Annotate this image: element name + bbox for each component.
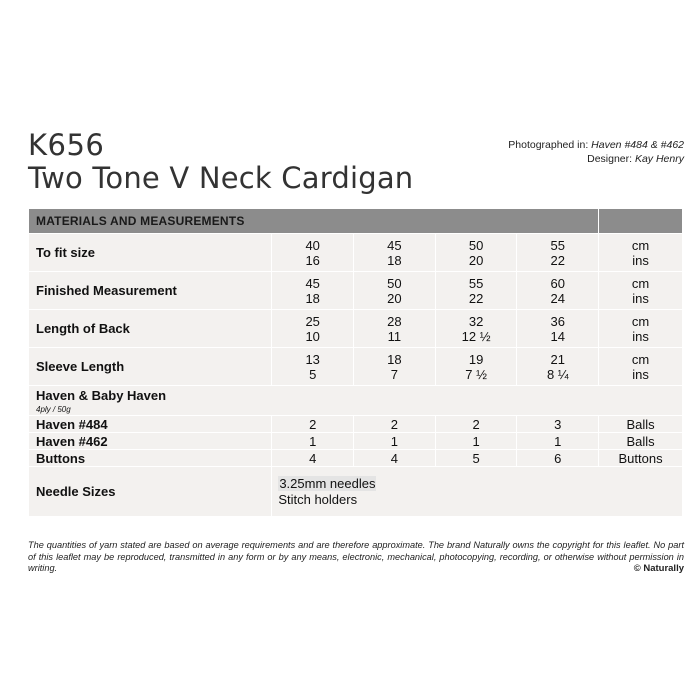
cell-unit: cm ins	[599, 310, 683, 348]
cell-value: 3	[517, 416, 599, 433]
cell-value: 13 5	[272, 348, 354, 386]
pattern-title: Two Tone V Neck Cardigan	[28, 161, 414, 195]
row-label: Length of Back	[29, 310, 272, 348]
cell-value: 1	[435, 433, 517, 450]
row-label: Haven #484	[29, 416, 272, 433]
pattern-credits	[508, 138, 684, 166]
table-row	[29, 310, 683, 348]
yarn-group-row	[29, 386, 683, 416]
cell-value: 50 20	[354, 272, 436, 310]
cell-value: 40 16	[272, 234, 354, 272]
table-row	[29, 272, 683, 310]
needle-size: 3.25mm needles	[279, 475, 376, 491]
cell-value: 55 22	[517, 234, 599, 272]
yarn-group-label: Haven & Baby Haven 4ply / 50g	[29, 386, 683, 416]
table-row	[29, 433, 683, 450]
needles-row	[29, 467, 683, 517]
cell-unit: cm ins	[599, 348, 683, 386]
cell-value: 4	[354, 450, 436, 467]
cell-value: 60 24	[517, 272, 599, 310]
row-label: Haven #462	[29, 433, 272, 450]
photographed-line	[508, 138, 684, 152]
cell-value: 32 12 ½	[435, 310, 517, 348]
stitch-holders: Stitch holders	[278, 491, 358, 507]
cell-value: 28 11	[354, 310, 436, 348]
table-row	[29, 450, 683, 467]
photographed-value: Haven #484 & #462	[591, 139, 684, 151]
designer-value: Kay Henry	[634, 153, 684, 165]
cell-value: 25 10	[272, 310, 354, 348]
cell-unit: Buttons	[599, 450, 683, 467]
photographed-label: Photographed in:	[508, 139, 592, 151]
cell-value: 36 14	[517, 310, 599, 348]
cell-value: 21 8 ¼	[517, 348, 599, 386]
cell-value: 55 22	[435, 272, 517, 310]
cell-value: 1	[354, 433, 436, 450]
cell-value: 45 18	[354, 234, 436, 272]
row-label: Buttons	[29, 450, 272, 467]
cell-unit: Balls	[599, 416, 683, 433]
disclaimer: The quantities of yarn stated are based on average requirements and are therefore approximate. The brand Naturally owns the copyright for this leaflet. No part of this leaflet may be reproduced, transmitted in any form or by any means, electronic, mechanical, photocopying, recording, or otherwise without permission in writing.	[28, 540, 684, 573]
cell-value: 2	[435, 416, 517, 433]
cell-unit: cm ins	[599, 272, 683, 310]
cell-unit: Balls	[599, 433, 683, 450]
table-header: MATERIALS AND MEASUREMENTS	[29, 209, 599, 234]
cell-value: 45 18	[272, 272, 354, 310]
table-header-blank	[599, 209, 683, 234]
cell-value: 2	[354, 416, 436, 433]
cell-value: 6	[517, 450, 599, 467]
cell-value: 5	[435, 450, 517, 467]
table-row	[29, 234, 683, 272]
cell-unit: cm ins	[599, 234, 683, 272]
cell-value: 1	[272, 433, 354, 450]
cell-value: 2	[272, 416, 354, 433]
yarn-weight: 4ply / 50g	[36, 404, 71, 414]
cell-value: 4	[272, 450, 354, 467]
row-label: Finished Measurement	[29, 272, 272, 310]
needles-value	[272, 467, 683, 517]
cell-value: 18 7	[354, 348, 436, 386]
cell-value: 50 20	[435, 234, 517, 272]
pattern-header	[28, 128, 684, 198]
designer-line	[508, 152, 684, 166]
row-label: Sleeve Length	[29, 348, 272, 386]
materials-table	[28, 208, 683, 517]
table-header-row	[29, 209, 683, 234]
pattern-code: K656	[28, 128, 105, 162]
row-label: To fit size	[29, 234, 272, 272]
designer-label: Designer:	[587, 153, 635, 165]
cell-value: 1	[517, 433, 599, 450]
needles-label: Needle Sizes	[29, 467, 272, 517]
table-row	[29, 348, 683, 386]
table-row	[29, 416, 683, 433]
copyright: © Naturally	[633, 563, 684, 574]
cell-value: 19 7 ½	[435, 348, 517, 386]
